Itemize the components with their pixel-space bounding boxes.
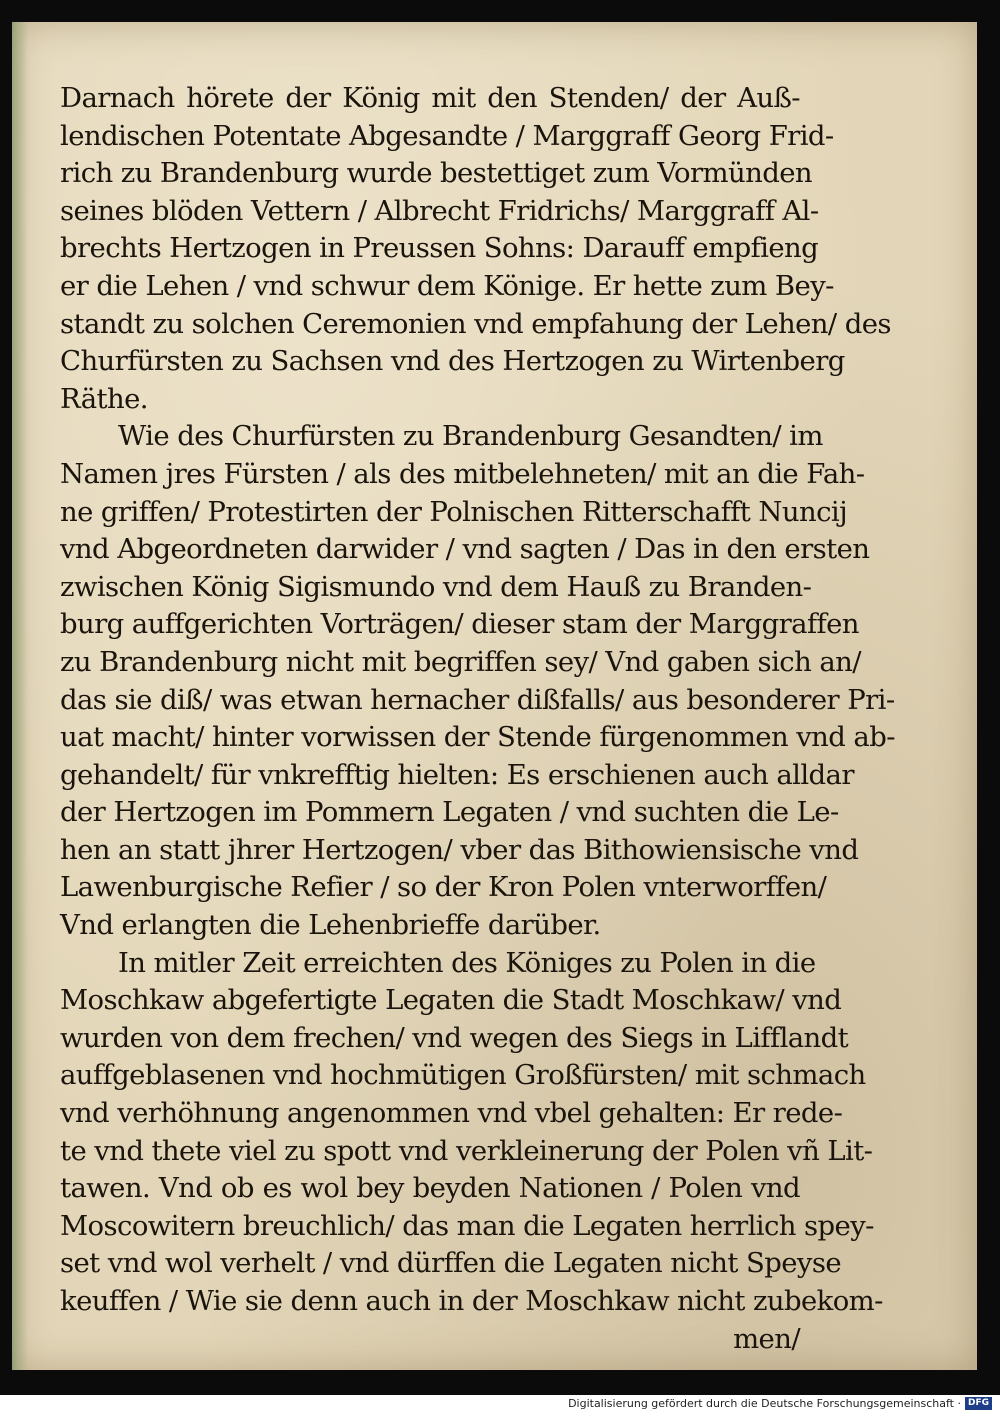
- text-line: te vnd thete viel zu spott vnd verkleinerung der Polen vñ Lit-: [60, 1134, 873, 1167]
- text-line: er die Lehen / vnd schwur dem Könige. Er hette zum Bey-: [60, 269, 834, 302]
- text-line: Vnd erlangten die Lehenbrieffe darüber.: [60, 909, 601, 942]
- page-binding-edge: [12, 22, 28, 1370]
- text-line: Wie des Churfürsten zu Brandenburg Gesandten/ im: [118, 420, 823, 453]
- text-line: zwischen König Sigismundo vnd dem Hauß zu Branden-: [60, 570, 812, 603]
- footer-credit-text: Digitalisierung gefördert durch die Deutsche Forschungsgemeinschaft ·: [568, 1397, 961, 1410]
- text-line: Räthe.: [60, 382, 148, 415]
- text-line: standt zu solchen Ceremonien vnd empfahung der Lehen/ des: [60, 307, 891, 340]
- footer-credit: [568, 1397, 992, 1410]
- text-line: vnd Abgeordneten darwider / vnd sagten / Das in den ersten: [60, 533, 870, 566]
- text-line: lendischen Potentate Abgesandte / Marggraff Georg Frid-: [60, 119, 834, 152]
- text-line: Namen jres Fürsten / als des mitbelehneten/ mit an die Fah-: [60, 457, 865, 490]
- text-line: der Hertzogen im Pommern Legaten / vnd suchten die Le-: [60, 796, 839, 829]
- text-line: set vnd wol verhelt / vnd dürffen die Legaten nicht Speyse: [60, 1247, 842, 1280]
- text-line: wurden von dem frechen/ vnd wegen des Siegs in Lifflandt: [60, 1021, 849, 1054]
- text-line: Moschkaw abgefertigte Legaten die Stadt Moschkaw/ vnd: [60, 984, 842, 1017]
- catchword: men/: [733, 1322, 800, 1355]
- text-line: das sie diß/ was etwan hernacher dißfalls/ aus besonderer Pri-: [60, 683, 895, 716]
- text-line: brechts Hertzogen in Preussen Sohns: Darauff empfieng: [60, 232, 819, 265]
- text-line: keuffen / Wie sie denn auch in der Moschkaw nicht zubekom-: [60, 1285, 883, 1317]
- text-line: Lawenburgische Refier / so der Kron Polen vnterworffen/: [60, 871, 827, 904]
- dfg-logo-icon: DFG: [965, 1397, 992, 1410]
- text-line: rich zu Brandenburg wurde bestettiget zum Vormünden: [60, 157, 813, 190]
- text-line: ne griffen/ Protestirten der Polnischen Ritterschafft Nuncij: [60, 495, 847, 528]
- text-line: burg auffgerichten Vorträgen/ dieser stam der Marggraffen: [60, 608, 859, 641]
- text-line: zu Brandenburg nicht mit begriffen sey/ Vnd gaben sich an/: [60, 645, 861, 678]
- text-line: uat macht/ hinter vorwissen der Stende fürgenommen vnd ab-: [60, 721, 895, 754]
- text-line: gehandelt/ für vnkrefftig hielten: Es erschienen auch alldar: [60, 758, 854, 791]
- text-line: Moscowitern breuchlich/ das man die Legaten herrlich spey-: [60, 1209, 874, 1242]
- text-line: vnd verhöhnung angenommen vnd vbel gehalten: Er rede-: [60, 1097, 843, 1130]
- page-text-block: [60, 80, 895, 1358]
- book-page: [12, 22, 977, 1370]
- text-line: auffgeblasenen vnd hochmütigen Großfürsten/ mit schmach: [60, 1059, 866, 1092]
- text-line: seines blöden Vettern / Albrecht Fridrichs/ Marggraff Al-: [60, 194, 819, 227]
- text-line: hen an statt jhrer Hertzogen/ vber das Bithowiensische vnd: [60, 833, 859, 866]
- text-line: In mitler Zeit erreichten des Königes zu Polen in die: [118, 946, 816, 979]
- text-line: tawen. Vnd ob es wol bey beyden Nationen / Polen vnd: [60, 1172, 800, 1205]
- text-line: Darnach hörete der König mit den Stenden/ der Auß-: [60, 82, 800, 114]
- text-line: Churfürsten zu Sachsen vnd des Hertzogen zu Wirtenberg: [60, 345, 845, 378]
